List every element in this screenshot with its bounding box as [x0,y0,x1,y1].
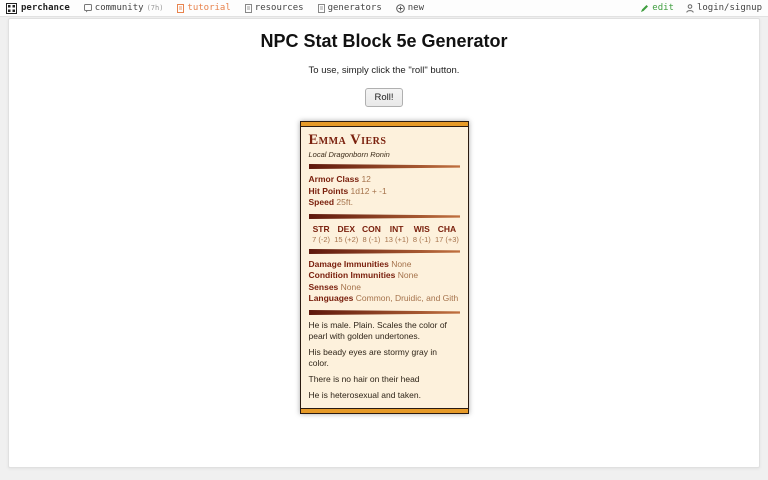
page-subtitle: To use, simply click the "roll" button. [308,65,460,76]
senses-line: Senses None [308,281,361,292]
hit-points-label: Hit Points [308,185,349,196]
tapered-divider [309,249,460,254]
ability-con: CON 8 (-1) [361,223,381,244]
ability-cha: CHA 17 (+3) [434,223,459,244]
condition-immunities-line: Condition Immunities None [308,270,419,280]
pencil-icon [640,4,649,13]
login-label: login/signup [696,3,762,13]
languages-line: Languages Common, Druidic, and Gith [308,293,459,303]
speed-line [309,197,460,209]
armor-class-label: Armor Class [308,174,360,184]
hit-points-line [309,186,460,198]
npc-name: Emma Viers [308,132,387,148]
ability-scores-table [309,224,460,244]
edit-label: edit [652,3,674,13]
armor-class-line [309,174,460,186]
ability-wis: WIS 8 (-1) [412,223,431,244]
speed-label: Speed [308,197,335,207]
generator-content-panel [8,18,760,468]
ability-int: INT 13 (+1) [384,223,409,244]
ability-str: STR 7 (-2) [312,223,331,244]
description-paragraph: His beady eyes are stormy gray in color. [308,346,437,368]
nav-item-community[interactable] [84,3,164,13]
npc-description [309,320,460,401]
nav-item-tutorial[interactable] [177,3,230,13]
stat-block-bottom-bar [301,408,468,414]
nav-item-resources[interactable] [245,3,304,13]
generators-label: generators [327,3,382,13]
roll-button[interactable]: Roll! [365,88,402,107]
speed-value: 25ft. [336,197,353,207]
community-suffix: (7h) [146,4,164,12]
edit-button[interactable] [640,3,674,13]
tutorial-label: tutorial [187,3,231,13]
description-paragraph: He is male. Plain. Scales the color of pearl with golden undertones. [308,319,447,341]
plus-circle-icon [396,4,405,13]
tapered-divider [309,310,460,315]
community-label: community [94,3,144,13]
document-icon [245,4,252,13]
brand-label: perchance [21,3,70,13]
resources-label: resources [254,3,304,13]
perchance-dice-logo-icon [6,3,17,14]
perchance-brand[interactable] [6,3,70,14]
damage-immunities-line: Damage Immunities None [308,258,412,269]
description-paragraph: He is heterosexual and taken. [308,389,421,400]
hit-points-value: 1d12 + -1 [350,185,387,196]
tapered-divider [309,214,460,219]
login-signup-button[interactable] [686,3,762,13]
armor-class-value: 12 [361,174,371,184]
tapered-divider [309,164,460,169]
npc-meta-line: Local Dragonborn Ronin [308,150,390,159]
document-icon [318,4,325,13]
document-icon [177,4,184,13]
npc-stat-block-card [300,121,469,414]
new-label: new [407,3,425,13]
ability-dex: DEX 15 (+2) [334,223,359,244]
top-navbar [0,0,768,17]
page-title: NPC Stat Block 5e Generator [260,31,508,51]
speech-bubble-icon [84,4,92,13]
nav-item-generators[interactable] [318,3,382,13]
person-icon [686,4,694,13]
description-paragraph: There is no hair on their head [308,373,420,384]
nav-item-new[interactable] [396,3,424,13]
